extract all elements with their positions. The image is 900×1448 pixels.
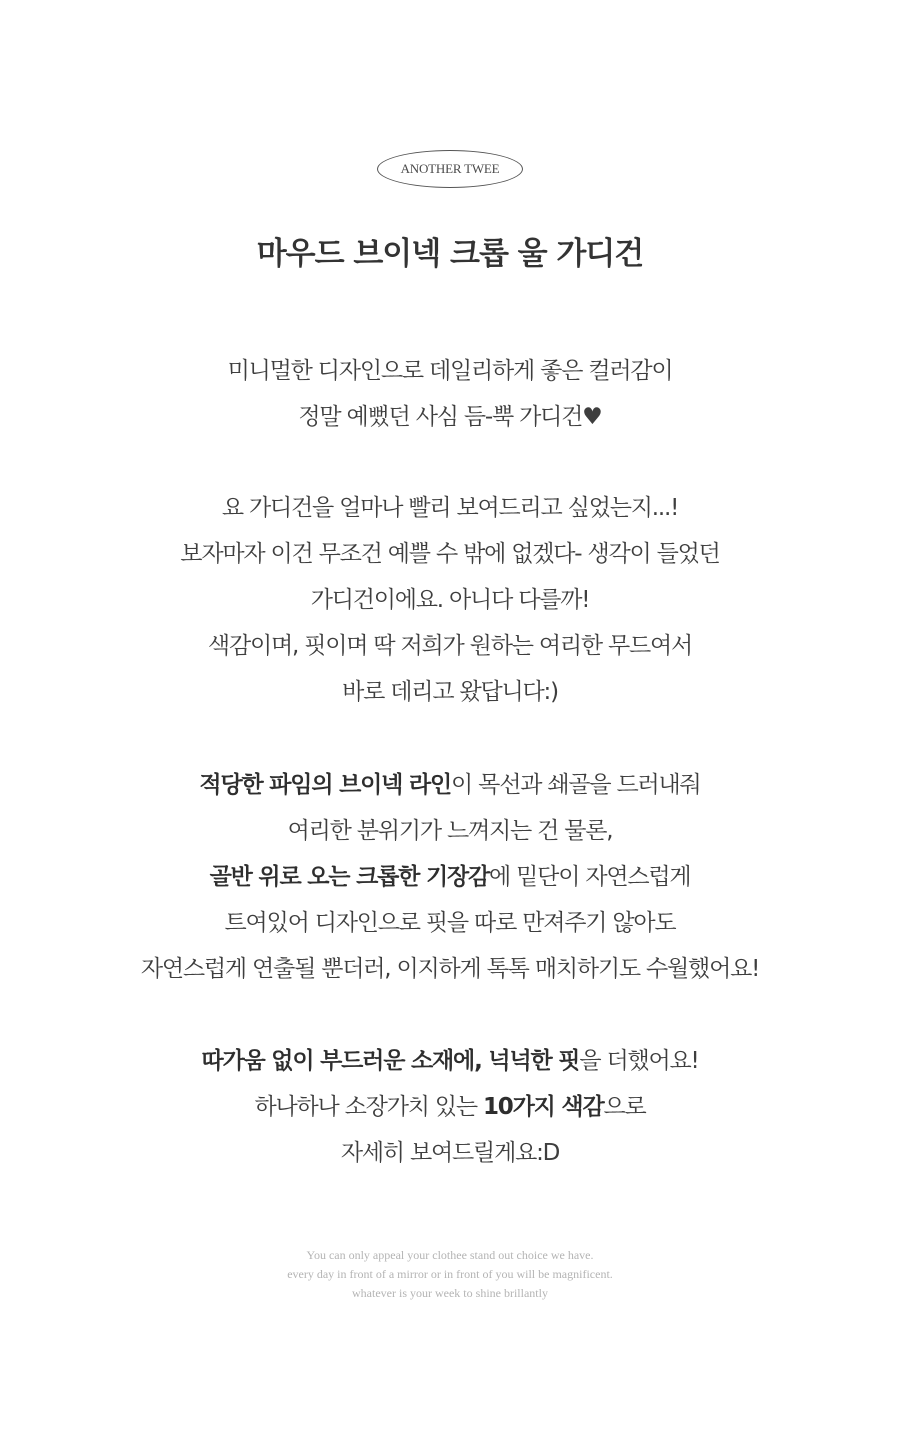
footer-quote [0, 1246, 900, 1303]
brand-badge [377, 150, 523, 188]
paragraph-line: 색감이며, 핏이며 딱 저희가 원하는 여리한 무드여서 [207, 633, 693, 659]
paragraph-line: 미니멀한 디자인으로 데일리하게 좋은 컬러감이 [227, 358, 673, 384]
description-paragraph-4 [0, 1038, 900, 1176]
paragraph-line [0, 762, 900, 808]
paragraph-line: 여리한 분위기가 느껴지는 건 물론, [287, 818, 613, 844]
paragraph-line [0, 1084, 900, 1130]
description-paragraph-1 [0, 348, 900, 440]
brand-name: ANOTHER TWEE [400, 161, 500, 176]
paragraph-line: 보자마자 이건 무조건 예쁠 수 밖에 없겠다- 생각이 들었던 [180, 541, 720, 567]
footer-line: whatever is your week to shine brillantly [352, 1286, 548, 1300]
highlight-text: 골반 위로 오는 크롭한 기장감 [209, 864, 490, 890]
paragraph-line: 바로 데리고 왔답니다:) [342, 679, 558, 705]
paragraph-text: 을 더했어요! [579, 1048, 699, 1074]
highlight-text: 따가움 없이 부드러운 소재에, 넉넉한 핏 [201, 1048, 580, 1074]
description-paragraph-2 [0, 485, 900, 715]
description-paragraph-3 [0, 762, 900, 992]
paragraph-line [0, 854, 900, 900]
paragraph-line: 가디건이에요. 아니다 다를까! [310, 587, 590, 613]
paragraph-text: 하나하나 소장가치 있는 [254, 1094, 483, 1120]
paragraph-line: 정말 예뻤던 사심 듬-뿍 가디건♥ [298, 404, 602, 430]
paragraph-line: 자세히 보여드릴게요:D [340, 1140, 560, 1166]
highlight-text: 10가지 색감 [482, 1094, 604, 1120]
paragraph-line: 트여있어 디자인으로 핏을 따로 만져주기 않아도 [224, 910, 676, 936]
footer-line: You can only appeal your clothee stand out choice we have. [306, 1248, 594, 1262]
product-title: 마우드 브이넥 크롭 울 가디건 [256, 236, 644, 272]
paragraph-text: 이 목선과 쇄골을 드러내줘 [451, 772, 701, 798]
paragraph-line: 자연스럽게 연출될 뿐더러, 이지하게 톡톡 매치하기도 수월했어요! [140, 956, 760, 982]
footer-line: every day in front of a mirror or in front of you will be magnificent. [287, 1267, 613, 1281]
paragraph-text: 으로 [603, 1094, 646, 1120]
paragraph-text: 에 밑단이 자연스럽게 [489, 864, 691, 890]
paragraph-line [0, 1038, 900, 1084]
paragraph-line: 요 가디건을 얼마나 빨리 보여드리고 싶었는지...! [221, 495, 679, 521]
highlight-text: 적당한 파임의 브이넥 라인 [199, 772, 452, 798]
